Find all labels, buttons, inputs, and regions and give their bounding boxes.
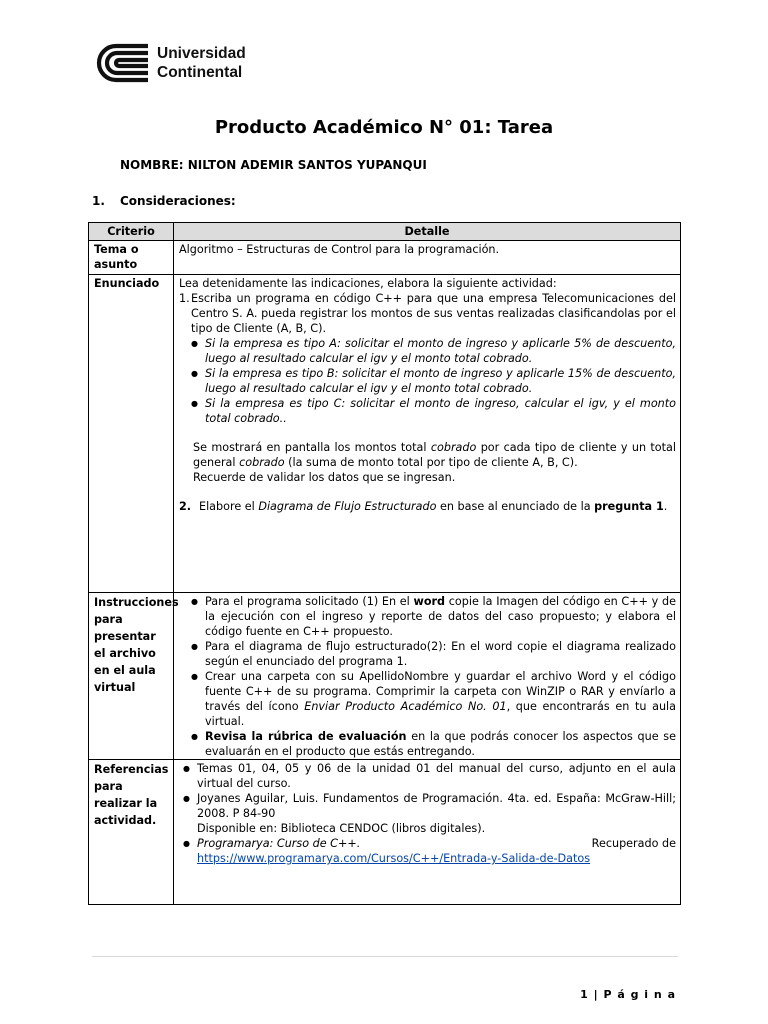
item-1-text: Escriba un programa en código C++ para que una empresa Telecomunicaciones del Centro S. A. pueda registrar los montos de sus ventas realizadas clasificandolas por el tipo de Cliente (A, B, C). bbox=[191, 292, 676, 335]
footer-divider bbox=[92, 956, 678, 957]
section-number: 1. bbox=[92, 194, 105, 208]
enunciado-output-note bbox=[193, 440, 676, 470]
item-2-text-5: . bbox=[663, 500, 668, 513]
table-row-enunciado bbox=[89, 275, 681, 593]
detail-tema: Algoritmo – Estructuras de Control para la programación. bbox=[174, 241, 681, 275]
output-note-text-1: Se mostrará en pantalla los montos total bbox=[193, 441, 427, 454]
student-name: NOMBRE: NILTON ADEMIR SANTOS YUPANQUI bbox=[120, 158, 427, 172]
instructions-list bbox=[179, 594, 676, 759]
instruction-1-text-2: word bbox=[413, 595, 446, 608]
document-title: Producto Académico N° 01: Tarea bbox=[214, 117, 554, 138]
reference-3 bbox=[197, 836, 676, 866]
detail-instrucciones bbox=[174, 593, 681, 760]
page-number: 1 | P á g i n a bbox=[580, 988, 676, 1001]
output-note-text-2: cobrado bbox=[430, 441, 477, 454]
enunciado-intro: Lea detenidamente las indicaciones, elabora la siguiente actividad: bbox=[179, 277, 557, 290]
reference-3-title: ● Programarya: Curso de C++. bbox=[197, 837, 361, 850]
detail-enunciado bbox=[174, 275, 681, 593]
item-2-text-4: pregunta 1 bbox=[594, 500, 664, 513]
instruction-4 bbox=[205, 729, 676, 759]
enunciado-item-2 bbox=[179, 499, 676, 514]
instruction-1-text-3: copie la Imagen del código en C++ y de la ejecución con el ingreso y reporte de datos del caso propuesto; y elabora el código fuente en C++ propuesto. bbox=[205, 595, 677, 638]
enunciado-item-1 bbox=[179, 291, 676, 336]
criterion-enunciado: Enunciado bbox=[89, 275, 174, 593]
table-header-row bbox=[89, 223, 681, 241]
item-1-number: 1. bbox=[179, 292, 190, 305]
enunciado-validate-note: Recuerde de validar los datos que se ingresan. bbox=[193, 471, 456, 484]
instruction-3-text-2: Enviar Producto Académico No. 01 bbox=[304, 700, 507, 713]
table-row-instrucciones bbox=[89, 593, 681, 760]
institution-line2: Continental bbox=[157, 64, 243, 81]
instruction-4-text-2: en la que podrás conocer los aspectos que se evaluarán en el producto que estás entregando. bbox=[205, 730, 676, 758]
institution-line1: Universidad bbox=[157, 45, 246, 62]
item-2-number: 2. bbox=[179, 500, 192, 513]
header-detalle: Detalle bbox=[174, 223, 681, 241]
table-row-referencias bbox=[89, 760, 681, 905]
references-list bbox=[179, 761, 676, 866]
detail-referencias bbox=[174, 760, 681, 905]
item-2-text-1: Elabore el bbox=[199, 500, 255, 513]
case-a: ● Si la empresa es tipo A: solicitar el monto de ingreso y aplicarle 5% de descuento, luego al resultado calcular el igv y el monto total cobrado. bbox=[205, 336, 676, 366]
instruction-3-text-3: , que encontrarás en tu aula virtual. bbox=[205, 700, 677, 728]
instruction-4-text-1: Revisa la rúbrica de evaluación bbox=[205, 730, 407, 743]
reference-1: ● Temas 01, 04, 05 y 06 de la unidad 01 del manual del curso, adjunto en el aula virtual del curso. bbox=[197, 761, 676, 791]
output-note-text-5: (la suma de monto total por tipo de cliente A, B, C). bbox=[288, 456, 578, 469]
case-c: ● Si la empresa es tipo C: solicitar el monto de ingreso, calcular el igv, y el monto total cobrado.. bbox=[205, 396, 676, 426]
criterion-referencias: Referencias para realizar la actividad. bbox=[89, 760, 174, 905]
reference-2-text: Joyanes Aguilar, Luis. Fundamentos de Programación. 4ta. ed. España: McGraw-Hill; 2008. P 84-90 bbox=[197, 792, 676, 820]
output-note-text-4: cobrado bbox=[239, 456, 285, 469]
table-row-tema bbox=[89, 241, 681, 275]
reference-3-link[interactable]: https://www.programarya.com/Cursos/C++/Entrada-y-Salida-de-Datos bbox=[197, 852, 591, 865]
institution-name bbox=[157, 44, 246, 82]
reference-3-line bbox=[197, 836, 676, 851]
item-2-text bbox=[199, 499, 667, 514]
header-criterio: Criterio bbox=[89, 223, 174, 241]
output-note-text-3: por cada tipo de cliente y un total general bbox=[193, 441, 676, 469]
item-2-text-2: Diagrama de Flujo Estructurado bbox=[258, 500, 437, 513]
reference-3-recovered: Recuperado de bbox=[591, 837, 676, 850]
reference-2 bbox=[197, 791, 676, 836]
instruction-2: ● Para el diagrama de flujo estructurado(2): En el word copie el diagrama realizado según el enunciado del programa 1. bbox=[205, 639, 676, 669]
considerations-table bbox=[88, 222, 681, 905]
instruction-3-text-1: Crear una carpeta con su ApellidoNombre y guardar el archivo Word y el código fuente C++ de su programa. Comprimir la carpeta con WinZIP o RAR y envíarlo a través del ícono bbox=[205, 670, 676, 713]
instruction-3 bbox=[205, 669, 676, 729]
item-2-text-3: en base al enunciado de la bbox=[440, 500, 591, 513]
case-b: ● Si la empresa es tipo B: solicitar el monto de ingreso y aplicarle 15% de descuento, luego al resultado calcular el igv y el monto total cobrado. bbox=[205, 366, 676, 396]
section-label: Consideraciones: bbox=[120, 194, 236, 208]
instruction-1-text-1: Para el programa solicitado (1) En el bbox=[205, 595, 410, 608]
criterion-tema: Tema o asunto bbox=[89, 241, 174, 275]
criterion-instrucciones: Instrucciones para presentar el archivo en el aula virtual bbox=[89, 593, 174, 760]
instruction-1 bbox=[205, 594, 676, 639]
reference-2-availability: Disponible en: Biblioteca CENDOC (libros digitales). bbox=[197, 822, 486, 835]
enunciado-cases bbox=[179, 336, 676, 426]
section-heading bbox=[92, 194, 236, 208]
